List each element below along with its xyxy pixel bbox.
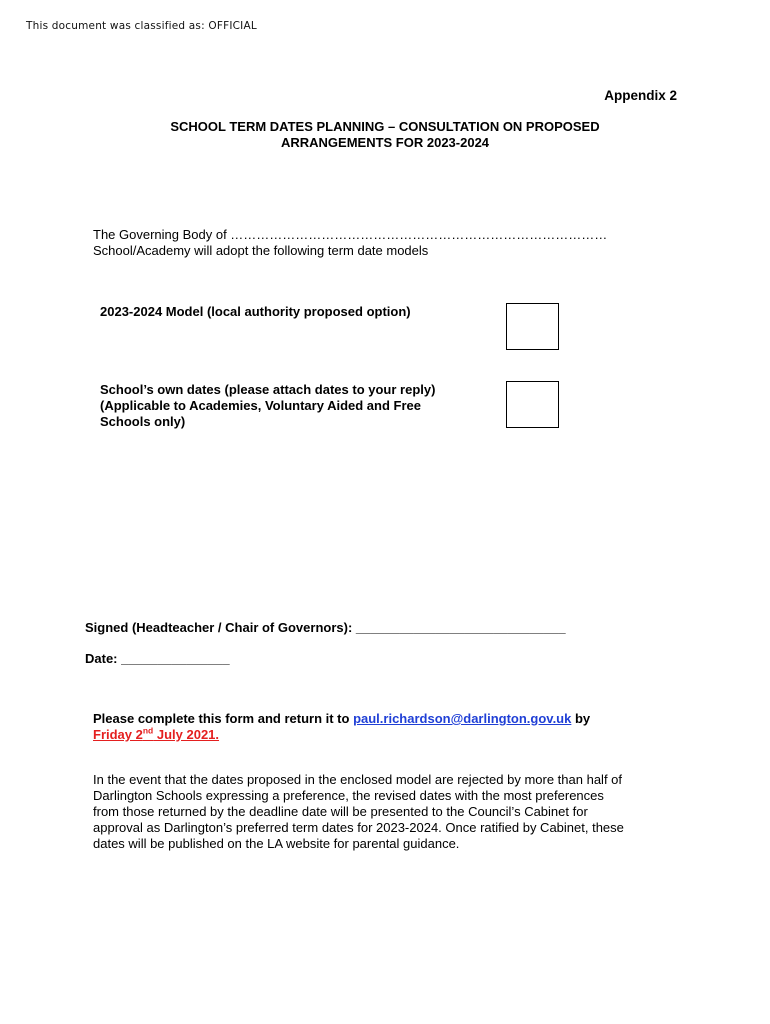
deadline-date bbox=[93, 727, 219, 742]
option-own-dates-line-3: Schools only) bbox=[100, 414, 186, 429]
title-line-1: SCHOOL TERM DATES PLANNING – CONSULTATION ON PROPOSED bbox=[170, 119, 600, 134]
deadline-suffix: July 2021. bbox=[153, 727, 220, 742]
option-own-dates-label bbox=[100, 382, 480, 430]
consultation-note bbox=[93, 772, 683, 852]
note-line-5: dates will be published on the LA website for parental guidance. bbox=[93, 836, 460, 851]
note-line-4: approval as Darlington’s preferred term dates for 2023-2024. Once ratified by Cabinet, these bbox=[93, 820, 624, 835]
option-own-dates-line-1: School’s own dates (please attach dates to your reply) bbox=[100, 382, 436, 397]
governing-body-statement bbox=[93, 227, 653, 259]
governing-body-line-1: The Governing Body of …………………………………………………………………………… bbox=[93, 227, 608, 242]
option-la-model-label: 2023-2024 Model (local authority proposed option) bbox=[100, 304, 411, 319]
option-la-model-checkbox[interactable] bbox=[506, 303, 559, 350]
governing-body-line-2: School/Academy will adopt the following term date models bbox=[93, 243, 429, 258]
deadline-sup: nd bbox=[142, 725, 154, 736]
return-instructions bbox=[93, 711, 677, 743]
email-link[interactable]: paul.richardson@darlington.gov.uk bbox=[353, 711, 572, 726]
option-own-dates-line-2: (Applicable to Academies, Voluntary Aided and Free bbox=[100, 398, 421, 413]
note-line-3: from those returned by the deadline date will be presented to the Council’s Cabinet for bbox=[93, 804, 588, 819]
return-text-before: Please complete this form and return it to bbox=[93, 711, 354, 726]
signature-field[interactable]: Signed (Headteacher / Chair of Governors): _____________________________ bbox=[85, 620, 566, 635]
return-text-after: by bbox=[571, 711, 591, 726]
classification-label: This document was classified as: OFFICIAL bbox=[26, 20, 257, 32]
document-title bbox=[90, 119, 680, 151]
date-field[interactable]: Date: _______________ bbox=[85, 651, 230, 666]
appendix-label: Appendix 2 bbox=[604, 88, 677, 103]
deadline-prefix: Friday 2 bbox=[93, 727, 143, 742]
note-line-1: In the event that the dates proposed in the enclosed model are rejected by more than half of bbox=[93, 772, 623, 787]
title-line-2: ARRANGEMENTS FOR 2023-2024 bbox=[280, 135, 490, 150]
note-line-2: Darlington Schools expressing a preference, the revised dates with the most preferences bbox=[93, 788, 604, 803]
option-own-dates-checkbox[interactable] bbox=[506, 381, 559, 428]
